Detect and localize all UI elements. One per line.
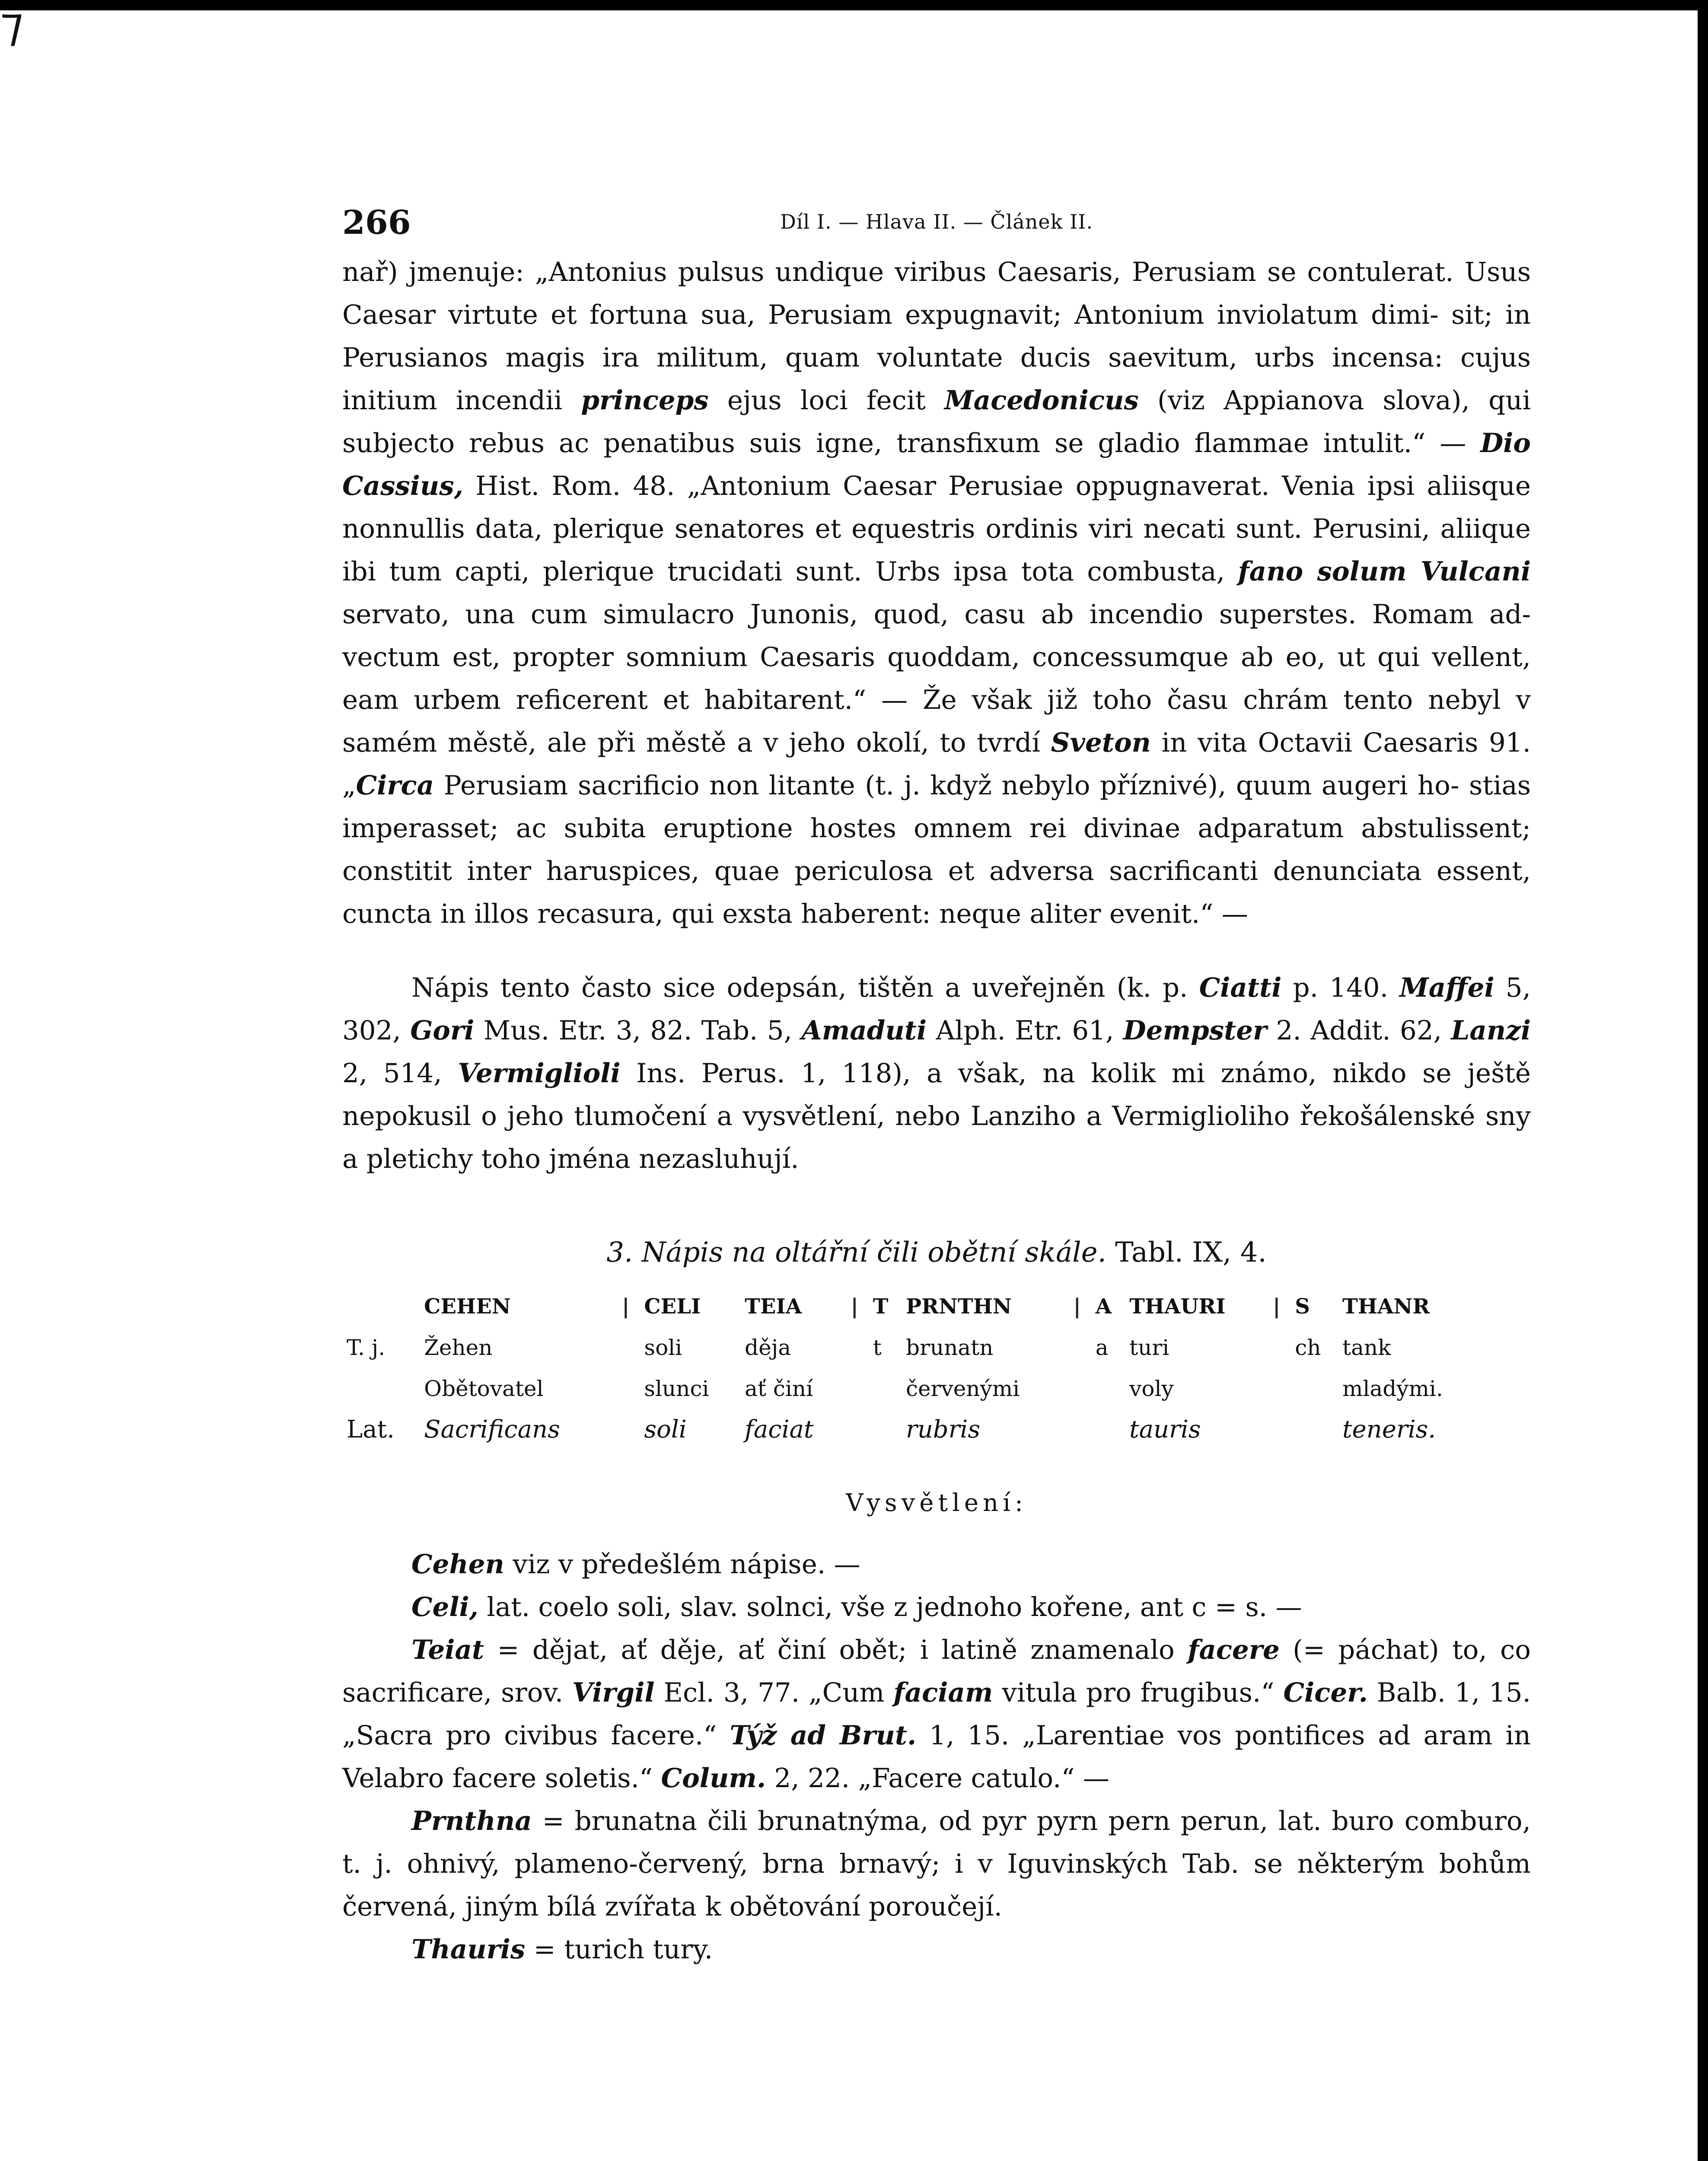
page-header <box>342 203 1531 251</box>
running-title: Díl I. — Hlava II. — Článek II. <box>780 210 1093 233</box>
note-celi: Celi, lat. coelo soli, slav. solnci, vše z jednoho kořene, ant c = s. — <box>411 1592 1302 1622</box>
note-prnthna: Prnthna = brunatna čili brunatnýma, od pyr pyrn pern perun, lat. buro comburo, t. j. ohnivý, plameno-červený, brna brnavý; i v Iguvinských Tab. se některým bohům červená, jiným bílá zvířata k obětování poroučejí. <box>342 1806 1531 1922</box>
explanation-notes <box>342 1543 1531 1971</box>
inscription-table <box>342 1286 1488 1450</box>
explanation-heading: Vysvětlení: <box>846 1489 1027 1517</box>
page-number: 266 <box>342 203 411 242</box>
scan-border-right <box>1698 0 1708 2161</box>
note-cehen: Cehen viz v předešlém nápise. — <box>411 1549 860 1580</box>
scan-border-top <box>0 0 1708 10</box>
inscription-row-latin: Lat. Sacrificans soli faciat rubris tauris teneris. <box>347 1415 1436 1444</box>
inscription-row-czech: Obětovatel slunci ať činí červenými voly mladými. <box>424 1376 1443 1401</box>
note-teiat: Teiat = dějat, ať děje, ať činí obět; i latině znamenalo facere (= páchat) to, co sacrificare, srov. Virgil Ecl. 3, 77. „Cum faciam vitula pro frugibus.“ Cicer. Balb. 1, 15. „Sacra pro civibus facere.“ Týž ad Brut. 1, 15. „Larentiae vos pontifices ad aram in Velabro facere soletis.“ Colum. 2, 22. „Facere catulo.“ — <box>342 1635 1531 1794</box>
note-thauris: Thauris = turich tury. <box>411 1934 713 1965</box>
inscription-row-original: CEHEN | CELI TEIA | T PRNTHN | A THAURI | S THANR <box>424 1294 1430 1319</box>
inscription-row-transcription: T. j. Žehen soli děja t brunatn a turi ch tank <box>347 1335 1391 1360</box>
paragraph-references: Nápis tento často sice odepsán, tištěn a uveřejněn (k. p. Ciatti p. 140. Maffei 5, 302, Gori Mus. Etr. 3, 82. Tab. 5, Amaduti Alph. Etr. 61, Dempster 2. Addit. 62, Lanzi 2, 514, Vermiglioli Ins. Perus. 1, 118), a však, na kolik mi známo, nikdo se ještě nepokusil o jeho tlumočení a vysvětlení, nebo Lanziho a Vermiglioliho řekošálenské sny a pletichy toho jména nezasluhují. <box>342 972 1531 1174</box>
paragraph-quotation: nař) jmenuje: „Antonius pulsus undique viribus Caesaris, Perusiam se contulerat. Usus Caesar virtute et fortuna sua, Perusiam expugnavit; Antonium inviolatum dimi- sit; in Perusianos magis ira militum, quam voluntate ducis saevitum, urbs incensa: cujus initium incendii princeps ejus loci fecit Macedonicus (viz Appianova slova), qui subjecto rebus ac penatibus suis igne, transfixum se gladio flammae intulit.“ — Dio Cassius, Hist. Rom. 48. „Antonium Caesar Perusiae oppugnaverat. Venia ipsi aliisque nonnullis data, plerique senatores et equestris ordinis viri necati sunt. Perusini, aliique ibi tum capti, plerique trucidati sunt. Urbs ipsa tota combusta, fano solum Vulcani servato, una cum simulacro Junonis, quod, casu ab incendio superstes. Romam ad- vectum est, propter somnium Caesaris quoddam, concessumque ab eo, ut qui vellent, eam urbem reficerent et habitarent.“ — Že však již toho času chrám tento nebyl v samém městě, ale při městě a v jeho okolí, to tvrdí Sveton in vita Octavii Caesaris 91. „Circa Perusiam sacrificio non litante (t. j. když nebylo příznivé), quum augeri ho- stias imperasset; ac subita eruptione hostes omnem rei divinae adparatum abstulissent; constitit inter haruspices, quae periculosa et adversa sacrificanti denunciata essent, cuncta in illos recasura, qui exsta haberent: neque aliter evenit.“ — <box>342 257 1531 929</box>
page <box>342 203 1531 1971</box>
section-heading: 3. Nápis na oltářní čili obětní skále. Tabl. IX, 4. <box>606 1237 1267 1269</box>
corner-mark: ⁊ <box>0 0 24 51</box>
